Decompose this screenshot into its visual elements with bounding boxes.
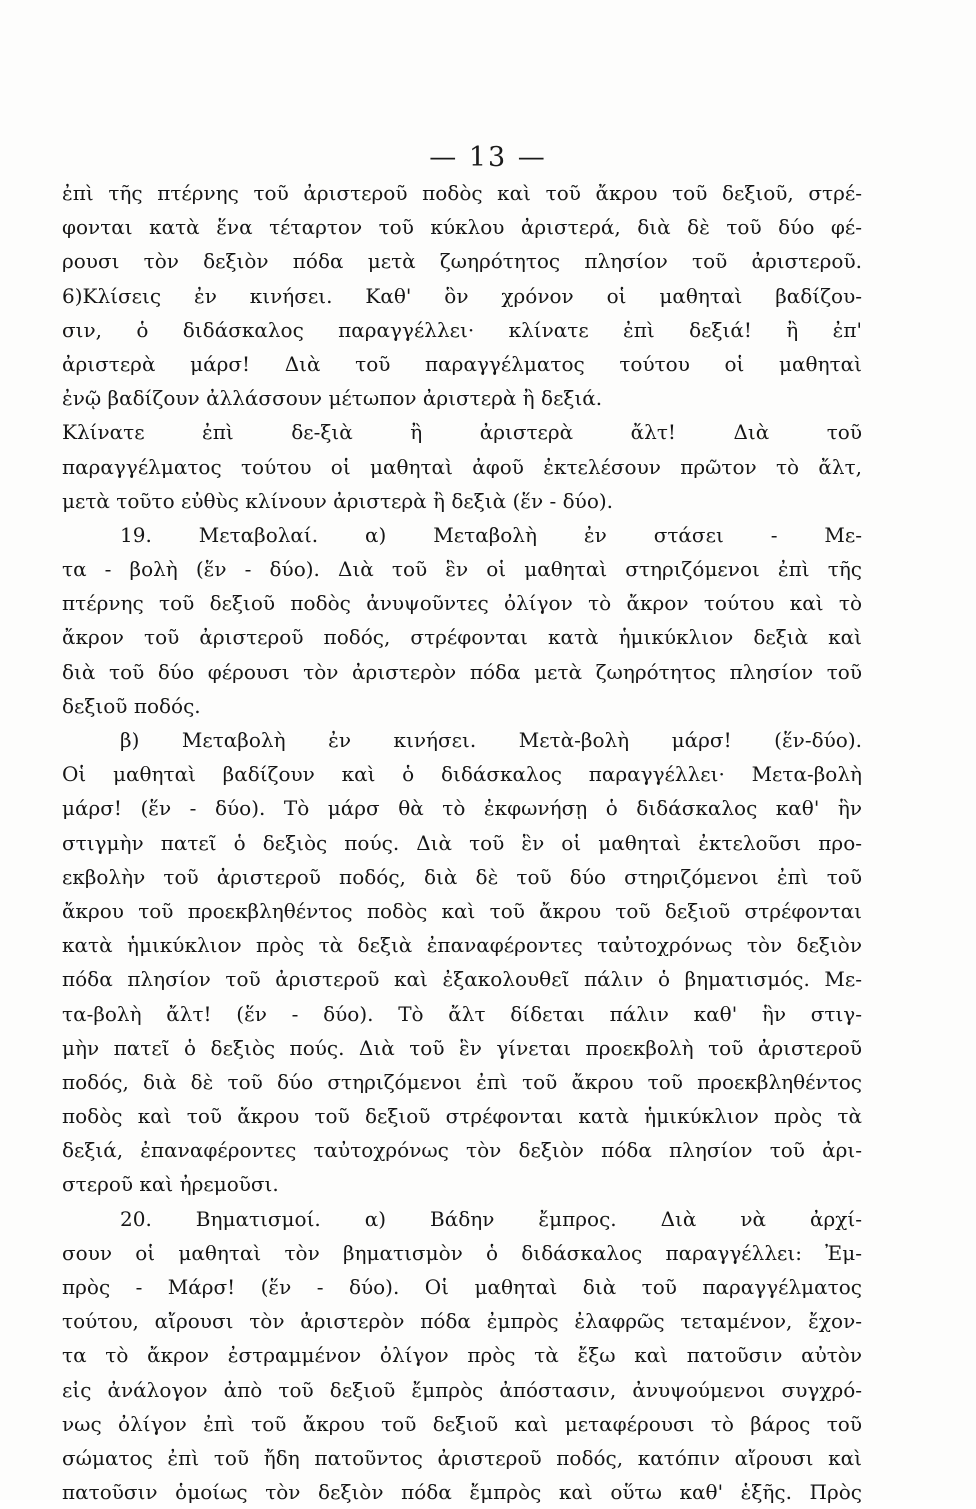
subsection-line: β) Μεταβολὴ ἐν κινήσει. Μετὰ-βολὴ μάρσ! (ἕν-δύο). (120, 728, 862, 752)
text-line: ἀριστερὰ μάρσ! Διὰ τοῦ παραγγέλματος τούτου οἱ μαθηταὶ (62, 351, 862, 376)
text-line: πατοῦσιν ὁμοίως τὸν δεξιὸν πόδα ἔμπρὸς καὶ οὕτω καθ' ἑξῆς. Πρὸς (62, 1480, 862, 1505)
text-line: στεροῦ καὶ ἠρεμοῦσι. (62, 1172, 279, 1197)
text-line: Οἱ μαθηταὶ βαδίζουν καὶ ὁ διδάσκαλος παραγγέλλει· Μετα-βολὴ (62, 762, 862, 787)
text-line: τα τὸ ἄκρον ἐστραμμένον ὀλίγον πρὸς τὰ ἔξω καὶ πατοῦσιν αὐτὸν (62, 1343, 862, 1368)
text-line: τα-βολὴ ἄλτ! (ἕν - δύο). Τὸ ἄλτ δίδεται πάλιν καθ' ἣν στιγ- (62, 1001, 862, 1026)
text-line: πτέρνης τοῦ δεξιοῦ ποδὸς ἀνυψοῦντες ὀλίγον τὸ ἄκρον τούτου καὶ τὸ (62, 591, 862, 616)
text-line: δεξιά, ἐπαναφέροντες ταὐτοχρόνως τὸν δεξιὸν πόδα πλησίον τοῦ ἀρι- (62, 1138, 862, 1163)
text-line: πρὸς - Μάρσ! (ἕν - δύο). Οἱ μαθηταὶ διὰ τοῦ παραγγέλματος (62, 1275, 862, 1299)
text-line: ἄκρου τοῦ προεκβληθέντος ποδὸς καὶ τοῦ ἄκρου τοῦ δεξιοῦ στρέφονται (62, 898, 862, 923)
body-text (62, 176, 862, 1509)
text-line: σιν, ὁ διδάσκαλος παραγγέλλει· κλίνατε ἐπὶ δεξιά! ἢ ἐπ' (62, 317, 862, 342)
text-line: διὰ τοῦ δύο φέρουσι τὸν ἀριστερὸν πόδα μετὰ ζωηρότητος πλησίον τοῦ (62, 659, 862, 684)
text-line: 6)Κλίσεις ἐν κινήσει. Καθ' ὃν χρόνον οἱ μαθηταὶ βαδίζου- (62, 283, 862, 308)
section-heading-line: 19. Μεταβολαί. α) Μεταβολὴ ἐν στάσει - Με- (120, 522, 862, 547)
text-line: τα - βολὴ (ἕν - δύο). Διὰ τοῦ ἓν οἱ μαθηταὶ στηριζόμενοι ἐπὶ τῆς (62, 557, 862, 582)
text-line: Κλίνατε ἐπὶ δε-ξιὰ ἢ ἀριστερὰ ἄλτ! Διὰ τοῦ (62, 420, 862, 445)
text-line: δεξιοῦ ποδός. (62, 693, 201, 718)
text-line: πόδα πλησίον τοῦ ἀριστεροῦ καὶ ἐξακολουθεῖ πάλιν ὁ βηματισμός. Με- (62, 967, 862, 992)
text-line: μὴν πατεῖ ὁ δεξιὸς πούς. Διὰ τοῦ ἓν γίνεται προεκβολὴ τοῦ ἀριστεροῦ (62, 1035, 862, 1060)
text-line: σουν οἱ μαθηταὶ τὸν βηματισμὸν ὁ διδάσκαλος παραγγέλλει: Ἐμ- (62, 1240, 862, 1265)
section-heading-line: 20. Βηματισμοί. α) Βάδην ἔμπρος. Διὰ νὰ ἀρχί- (120, 1206, 862, 1231)
text-line: παραγγέλματος τούτου οἱ μαθηταὶ ἀφοῦ ἐκτελέσουν πρῶτον τὸ ἄλτ, (62, 454, 862, 479)
text-line: τούτου, αἴρουσι τὸν ἀριστερὸν πόδα ἐμπρὸς ἐλαφρῶς τεταμένον, ἔχον- (62, 1309, 862, 1334)
text-line: ποδός, διὰ δὲ τοῦ δύο στηριζόμενοι ἐπὶ τοῦ ἄκρου τοῦ προεκβληθέντος (62, 1069, 862, 1094)
page-number: — 13 — (429, 142, 547, 173)
text-line: ποδὸς καὶ τοῦ ἄκρου τοῦ δεξιοῦ στρέφονται κατὰ ἡμικύκλιον πρὸς τὰ (62, 1104, 862, 1129)
text-line: ἐπὶ τῆς πτέρνης τοῦ ἀριστεροῦ ποδὸς καὶ τοῦ ἄκρου τοῦ δεξιοῦ, στρέ- (62, 181, 862, 205)
text-line: ἄκρον τοῦ ἀριστεροῦ ποδός, στρέφονται κατὰ ἡμικύκλιον δεξιὰ καὶ (62, 625, 862, 650)
text-line: στιγμὴν πατεῖ ὁ δεξιὸς πούς. Διὰ τοῦ ἓν οἱ μαθηταὶ ἐκτελοῦσι προ- (62, 830, 862, 855)
text-line: μετὰ τοῦτο εὐθὺς κλίνουν ἀριστερὰ ἢ δεξιὰ (ἕν - δύο). (62, 488, 614, 513)
text-line: μάρσ! (ἕν - δύο). Τὸ μάρσ θὰ τὸ ἐκφωνήσῃ ὁ διδάσκαλος καθ' ἣν (62, 796, 862, 821)
text-line: κατὰ ἡμικύκλιον πρὸς τὰ δεξιὰ ἐπαναφέροντες ταὐτοχρόνως τὸν δεξιὸν (62, 933, 862, 958)
text-line: εκβολὴν τοῦ ἀριστεροῦ ποδός, διὰ δὲ τοῦ δύο στηριζόμενοι ἐπὶ τοῦ (62, 864, 862, 889)
text-line: εἰς ἀνάλογον ἀπὸ τοῦ δεξιοῦ ἔμπρὸς ἀπόστασιν, ἀνυψούμενοι συγχρό- (62, 1377, 862, 1402)
text-line: νως ὀλίγον ἐπὶ τοῦ ἄκρου τοῦ δεξιοῦ καὶ μεταφέρουσι τὸ βάρος τοῦ (62, 1411, 862, 1436)
text-line: φονται κατὰ ἕνα τέταρτον τοῦ κύκλου ἀριστερά, διὰ δὲ τοῦ δύο φέ- (62, 215, 862, 240)
text-line: ρουσι τὸν δεξιὸν πόδα μετὰ ζωηρότητος πλησίον τοῦ ἀριστεροῦ. (62, 249, 862, 274)
text-line: σώματος ἐπὶ τοῦ ἤδη πατοῦντος ἀριστεροῦ ποδός, κατόπιν αἴρουσι καὶ (62, 1445, 862, 1470)
text-line: ἐνῷ βαδίζουν ἀλλάσσουν μέτωπον ἀριστερὰ ἢ δεξιά. (62, 386, 603, 411)
